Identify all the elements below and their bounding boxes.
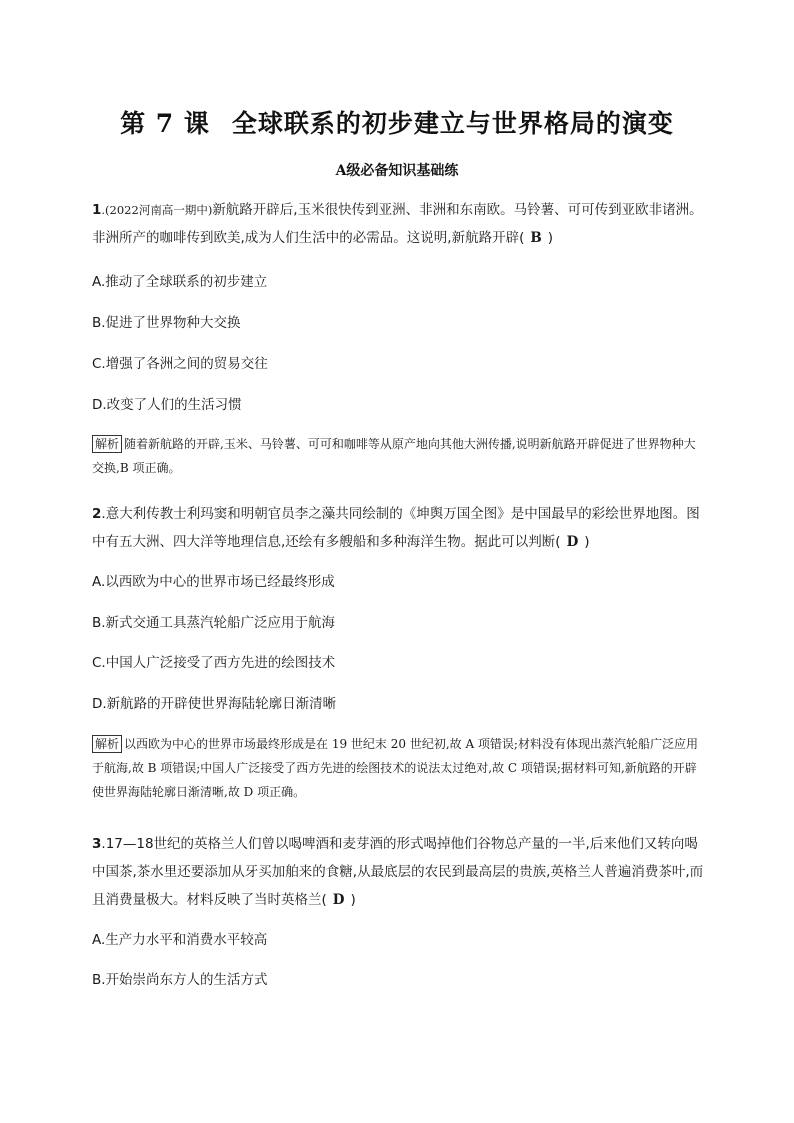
close-paren: ) xyxy=(350,892,356,908)
question-1-stem xyxy=(92,196,704,252)
question-source: . xyxy=(101,506,106,522)
analysis-text: 随着新航路的开辟,玉米、马铃薯、可可和咖啡等从原产地向其他大洲传播,说明新航路开辟促进了世界物种大交换,B 项正确。 xyxy=(92,437,696,475)
option-b: B.新式交通工具蒸汽轮船广泛应用于航海 xyxy=(92,615,336,631)
option-d: D.新航路的开辟使世界海陆轮廓日渐清晰 xyxy=(92,696,337,712)
lesson-topic: 全球联系的初步建立与世界格局的演变 xyxy=(231,109,674,138)
page-title xyxy=(0,104,794,140)
option-b: B.促进了世界物种大交换 xyxy=(92,315,241,331)
analysis-tag: 解析 xyxy=(92,735,122,753)
question-text: 17—18世纪的英格兰人们曾以喝啤酒和麦芽酒的形式喝掉他们谷物总产量的一半,后来他们又转向喝中国茶,茶水里还要添加从牙买加舶来的食糖,从最底层的农民到最高层的贵族,英格兰人普遍消费茶叶,而且消费量极大。材料反映了当时英格兰( xyxy=(92,836,704,908)
question-2-analysis xyxy=(92,732,704,804)
question-3-stem xyxy=(92,830,704,914)
option-b: B.开始崇尚东方人的生活方式 xyxy=(92,972,268,988)
answer-letter: B xyxy=(530,230,542,246)
option-d: D.改变了人们的生活习惯 xyxy=(92,397,242,413)
analysis-text: 以西欧为中心的世界市场最终形成是在 19 世纪末 20 世纪初,故 A 项错误;材料没有体现出蒸汽轮船广泛应用于航海,故 B 项错误;中国人广泛接受了西方先进的绘图技术的说法太过绝对,故 C 项错误;据材料可知,新航路的开辟使世界海陆轮廓日渐清晰,故 D 项正确。 xyxy=(92,737,698,799)
question-number: 1 xyxy=(92,202,102,218)
question-text: 新航路开辟后,玉米很快传到亚洲、非洲和东南欧。马铃薯、可可传到亚欧非诸洲。非洲所产的咖啡传到欧美,成为人们生活中的必需品。这说明,新航路开辟( xyxy=(92,202,703,246)
option-c: C.增强了各洲之间的贸易交往 xyxy=(92,356,268,372)
question-2-stem xyxy=(92,500,704,556)
answer-letter: D xyxy=(332,892,345,908)
close-paren: ) xyxy=(547,230,554,246)
section-heading: A级必备知识基础练 xyxy=(335,163,459,179)
question-1-analysis xyxy=(92,432,704,480)
answer-letter: D xyxy=(566,534,579,550)
close-paren: ) xyxy=(584,534,590,550)
question-number: 2 xyxy=(92,506,102,522)
question-number: 3 xyxy=(92,836,102,852)
option-c: C.中国人广泛接受了西方先进的绘图技术 xyxy=(92,655,336,671)
option-a: A.生产力水平和消费水平较高 xyxy=(92,932,268,948)
option-a: A.推动了全球联系的初步建立 xyxy=(92,274,268,290)
question-text: 意大利传教士利玛窦和明朝官员李之藻共同绘制的《坤舆万国全图》是中国最早的彩绘世界地图。图中有五大洲、四大洋等地理信息,还绘有多艘船和多种海洋生物。据此可以判断( xyxy=(92,506,700,550)
analysis-tag: 解析 xyxy=(92,435,122,453)
question-source: .(2022河南高一期中) xyxy=(101,203,213,217)
lesson-number: 第 7 课 xyxy=(120,109,210,138)
question-source: . xyxy=(101,836,106,852)
option-a: A.以西欧为中心的世界市场已经最终形成 xyxy=(92,574,335,590)
